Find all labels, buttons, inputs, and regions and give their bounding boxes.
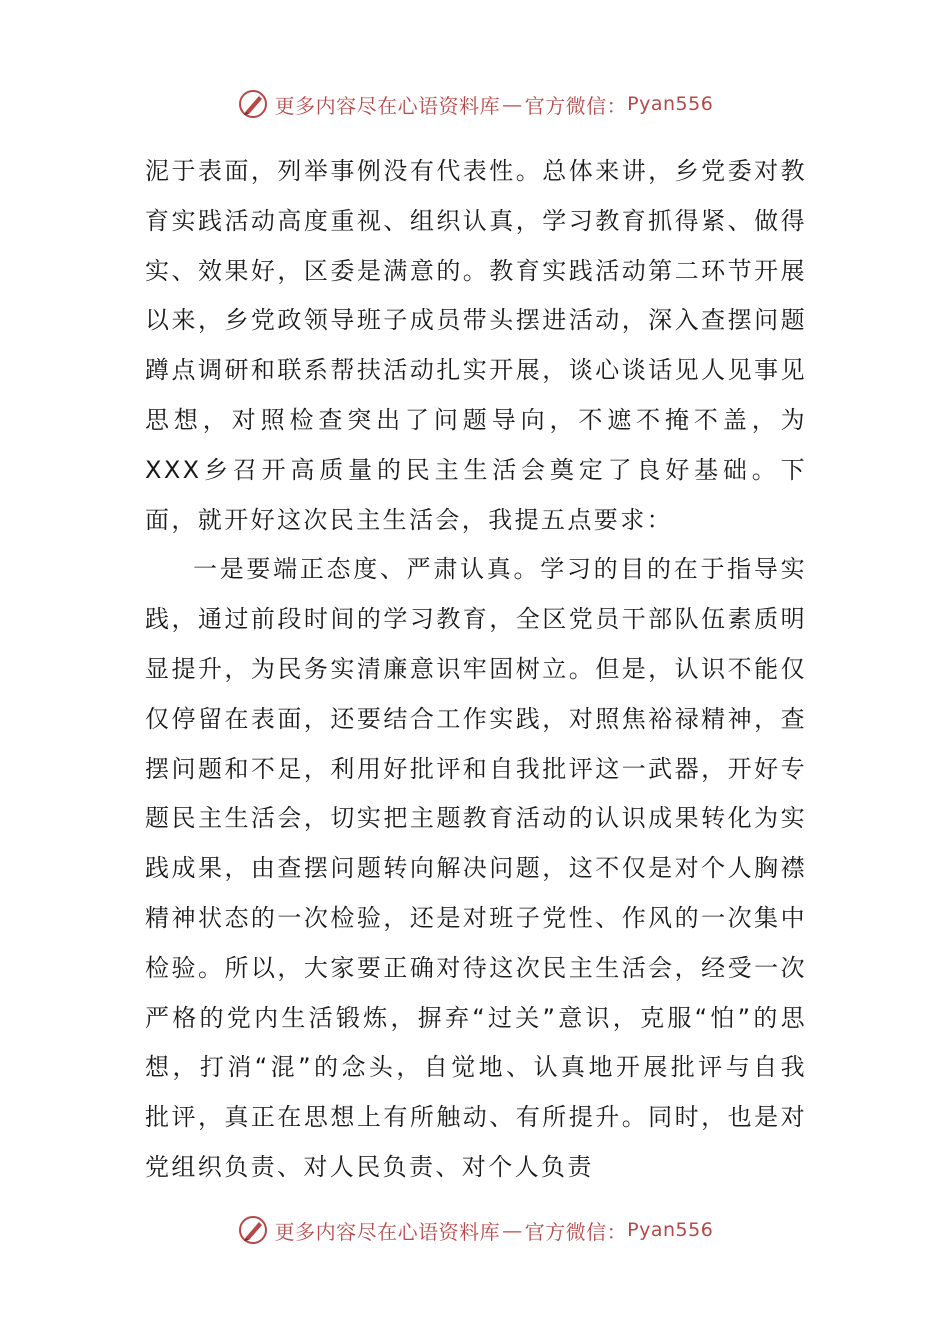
document-body [145, 147, 807, 1193]
pen-logo-icon [237, 1214, 269, 1246]
banner-brand: 更多内容尽在心语资料库 [274, 1219, 501, 1244]
banner-separator: — [502, 92, 523, 116]
paragraph-continuation: 泥于表面，列举事例没有代表性。总体来讲，乡党委对教育实践活动高度重视、组织认真，学习教育抓得紧、做得实、效果好，区委是满意的。教育实践活动第二环节开展以来，乡党政领导班子成员带头摆进活动，深入查摆问题蹲点调研和联系帮扶活动扎实开展，谈心谈话见人见事见思想，对照检查突出了问题导向，不遮不掩不盖，为XXX乡召开高质量的民主生活会奠定了良好基础。下面，就开好这次民主生活会，我提五点要求： [145, 157, 807, 534]
banner-wechat-id: Pyan556 [627, 93, 714, 115]
paragraph-requirement-one: 一是要端正态度、严肃认真。学习的目的在于指导实践，通过前段时间的学习教育，全区党员干部队伍素质明显提升，为民务实清廉意识牢固树立。但是，认识不能仅仅停留在表面，还要结合工作实践，对照焦裕禄精神，查摆问题和不足，利用好批评和自我批评这一武器，开好专题民主生活会，切实把主题教育活动的认识成果转化为实践成果，由查摆问题转向解决问题，这不仅是对个人胸襟精神状态的一次检验，还是对班子党性、作风的一次集中检验。所以，大家要正确对待这次民主生活会，经受一次严格的党内生活锻炼，摒弃“过关”意识，克服“怕”的思想，打消“混”的念头，自觉地、认真地开展批评与自我批评，真正在思想上有所触动、有所提升。同时，也是对党组织负责、对人民负责、对个人负责 [145, 555, 807, 1181]
footer-banner [0, 1210, 950, 1250]
header-banner [0, 84, 950, 124]
pen-logo-icon [237, 88, 269, 120]
banner-wechat-id: Pyan556 [627, 1219, 714, 1241]
banner-brand: 更多内容尽在心语资料库 [274, 93, 501, 118]
banner-wechat-label: 官方微信： [524, 1219, 628, 1244]
banner-wechat-label: 官方微信： [524, 93, 628, 118]
banner-separator: — [502, 1218, 523, 1242]
